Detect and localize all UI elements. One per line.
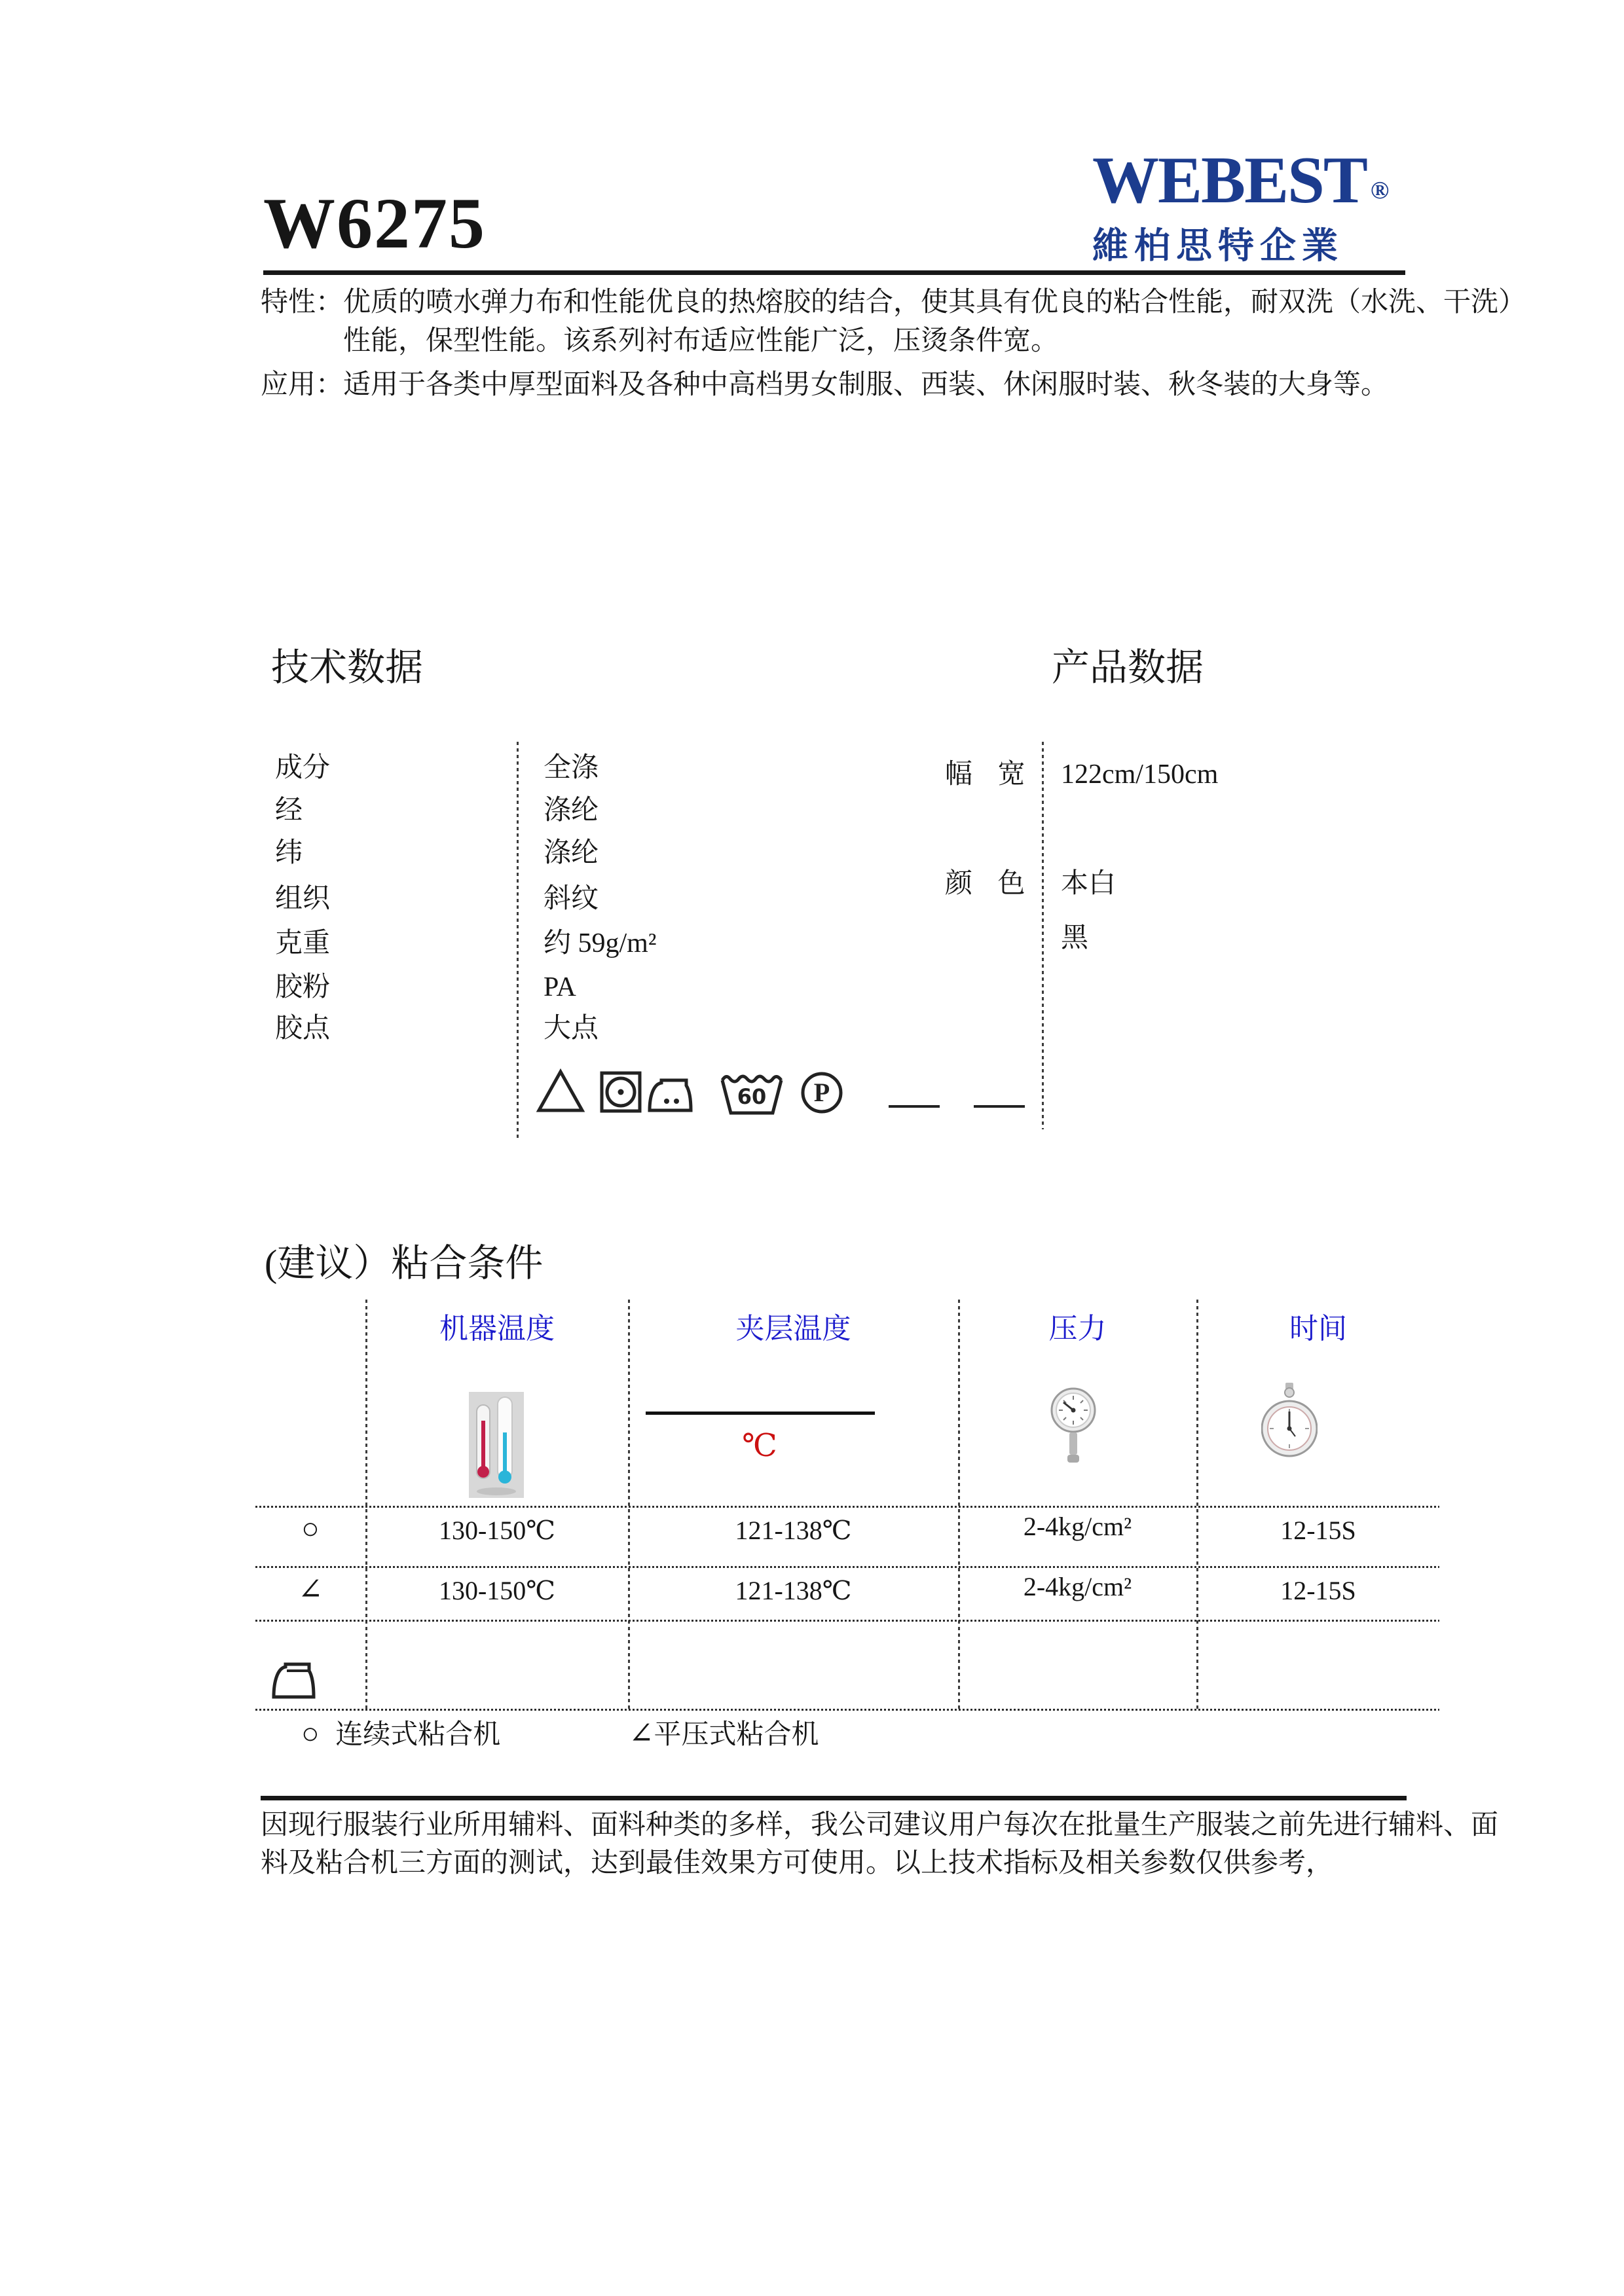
product-table-divider (1042, 742, 1044, 1129)
company-logo (1092, 143, 1400, 268)
circle-symbol: ○ (301, 1717, 320, 1750)
bonding-row-divider (255, 1620, 1439, 1622)
bonding-row-divider (255, 1566, 1439, 1568)
bonding-col-divider (628, 1300, 630, 1709)
product-row-value: 黑 (1061, 923, 1089, 953)
machine-type-symbol: ∠ (297, 1573, 323, 1606)
application-label: 应用： (261, 370, 344, 400)
iron-two-dots-icon (647, 1078, 693, 1118)
product-row-label: 颜 色 (945, 869, 1035, 899)
tech-row-value: 涤纶 (544, 795, 599, 826)
bonding-col-header: 压力 (1048, 1313, 1107, 1345)
legend-continuous (301, 1717, 500, 1751)
thermometer-photo-icon (469, 1392, 524, 1501)
lining-temp-value: 121-138℃ (735, 1576, 852, 1605)
product-row-value: 本白 (1061, 869, 1116, 899)
logo-wordmark: WEBEST (1092, 143, 1367, 217)
legend-flat-press (629, 1717, 819, 1751)
footer-divider (261, 1796, 1407, 1800)
machine-temp-value: 130-150℃ (438, 1516, 556, 1545)
stopwatch-icon (1261, 1381, 1318, 1470)
tech-row-value: PA (544, 972, 576, 1002)
disclaimer-line-1: 因现行服装行业所用辅料、面料种类的多样，我公司建议用户每次在批量生产服装之前先进行辅料、面 (261, 1810, 1499, 1840)
pressure-gauge-icon (1050, 1383, 1096, 1474)
tech-row-value: 约 59g/m² (544, 928, 657, 958)
angle-symbol: ∠ (629, 1717, 654, 1750)
tech-row-value: 斜纹 (544, 884, 599, 914)
lining-temp-line (646, 1412, 875, 1415)
disclaimer-line-2: 料及粘合机三方面的测试，达到最佳效果方可使用。以上技术指标及相关参数仅供参考， (261, 1848, 1334, 1878)
legend-label: 连续式粘合机 (335, 1720, 501, 1750)
registered-mark-icon: ® (1370, 176, 1390, 204)
tech-row-label: 经 (275, 795, 303, 826)
tech-row-label: 胶点 (275, 1013, 331, 1044)
tech-row-label: 克重 (275, 928, 331, 958)
celsius-label: ℃ (742, 1429, 777, 1463)
application-line (261, 369, 1388, 401)
tumble-dry-icon (600, 1071, 642, 1116)
bonding-col-divider (1196, 1300, 1198, 1709)
tech-row-label: 胶粉 (275, 972, 331, 1002)
logo-chinese-name: 維柏思特企業 (1092, 225, 1344, 266)
tech-data-heading: 技术数据 (271, 646, 424, 689)
product-data-heading: 产品数据 (1052, 646, 1204, 689)
page-title: W6275 (263, 183, 486, 263)
bonding-heading: (建议）粘合条件 (265, 1242, 544, 1285)
tech-row-label: 成分 (275, 753, 331, 783)
wash-60-icon (718, 1070, 786, 1120)
dry-clean-p-icon (800, 1071, 843, 1118)
lining-temp-value: 121-138℃ (735, 1516, 852, 1545)
header-divider (263, 270, 1405, 275)
time-value: 12-15S (1280, 1576, 1356, 1605)
legend-label: 平压式粘合机 (654, 1720, 819, 1750)
tech-row-label: 组织 (275, 884, 331, 914)
dry-clean-letter: P (813, 1078, 830, 1107)
bleach-triangle-icon (536, 1068, 585, 1118)
feature-text-1: 优质的喷水弹力布和性能优良的热熔胶的结合，使其具有优良的粘合性能，耐双洗（水洗、干洗） (343, 287, 1526, 318)
bonding-row-divider (255, 1506, 1439, 1508)
application-text: 适用于各类中厚型面料及各种中高档男女制服、西装、休闲服时装、秋冬装的大身等。 (343, 370, 1389, 400)
bonding-col-divider (365, 1300, 367, 1709)
feature-line-2: 性能，保型性能。该系列衬布适应性能广泛，压烫条件宽。 (343, 326, 1059, 356)
blank-line-icon (889, 1105, 940, 1108)
tech-row-label: 纬 (275, 838, 303, 868)
bonding-col-header: 时间 (1289, 1313, 1347, 1345)
bonding-col-header: 机器温度 (439, 1313, 555, 1345)
bonding-row-divider (255, 1709, 1439, 1711)
wash-temp-label: 60 (737, 1084, 767, 1109)
product-row-label: 幅 宽 (945, 759, 1035, 790)
tech-row-value: 全涤 (544, 753, 599, 783)
machine-temp-value: 130-150℃ (438, 1576, 556, 1605)
product-row-value: 122cm/150cm (1061, 759, 1219, 790)
hand-iron-icon (271, 1660, 316, 1704)
machine-type-symbol: ○ (301, 1512, 320, 1545)
pressure-value: 2-4kg/cm² (1023, 1572, 1132, 1601)
tech-row-value: 大点 (544, 1013, 599, 1044)
tech-table-divider (517, 742, 519, 1140)
time-value: 12-15S (1280, 1516, 1356, 1545)
bonding-col-divider (958, 1300, 960, 1709)
feature-line-1 (261, 287, 1526, 318)
feature-label: 特性： (261, 287, 344, 318)
tech-row-value: 涤纶 (544, 838, 599, 868)
pressure-value: 2-4kg/cm² (1023, 1512, 1132, 1541)
blank-line-icon (974, 1105, 1025, 1108)
bonding-col-header: 夹层温度 (735, 1313, 851, 1345)
